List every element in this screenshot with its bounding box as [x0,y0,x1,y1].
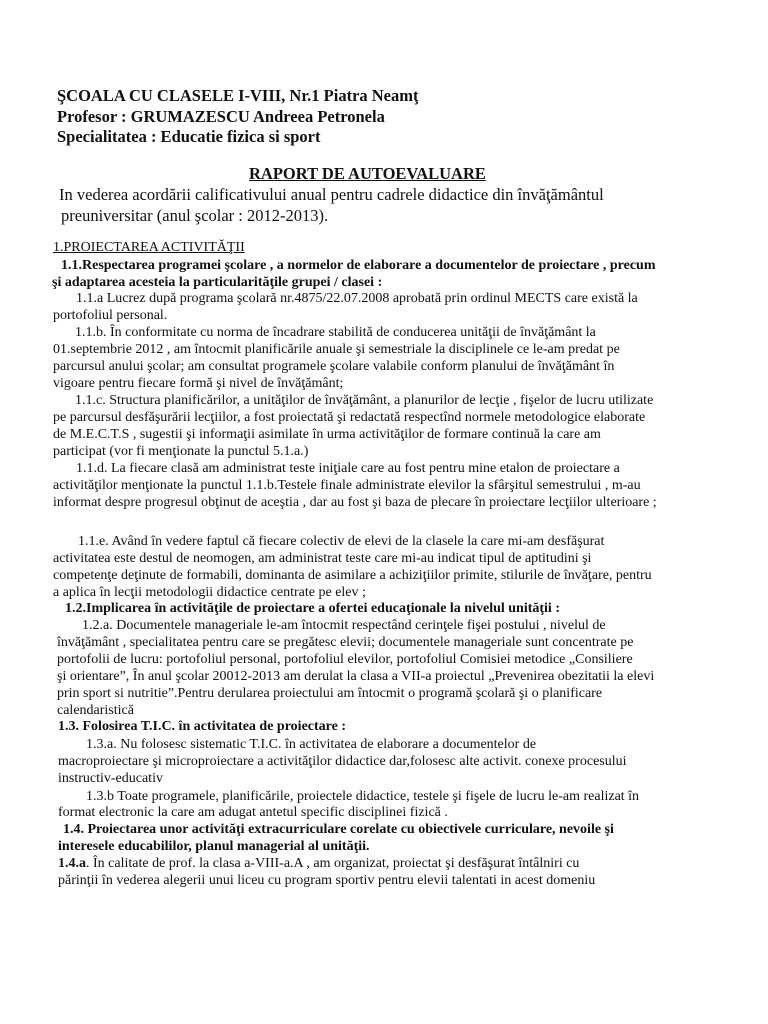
intro-line-1: In vederea acordării calificativului anual pentru cadrele didactice din învăţământul [59,185,604,204]
intro-line-2: preuniversitar (anul şcolar : 2012-2013). [61,206,329,225]
paragraph-1-1-b-line-3: parcursul anului şcolar; am consultat programele şcolare valabile conform planului de învăţământ în [53,359,615,374]
specialty: Specialitatea : Educatie fizica si sport [57,127,321,146]
subsection-1-1-heading-line-1: 1.1.Respectarea programei şcolare , a normelor de elaborare a documentelor de proiectare , precum [61,258,656,273]
paragraph-1-4-a-line-2: părinţii în vederea alegerii unui liceu cu program sportiv pentru elevii talentati in acest domeniu [58,873,596,888]
paragraph-1-1-d-line-3: informat despre progresul obţinut de aceştia , dar au fost şi baza de plecare în proiectare lecţiilor ulterioare ; [53,495,657,510]
paragraph-1-3-a-line-3: instructiv-educativ [58,771,163,786]
school-name: ŞCOALA CU CLASELE I-VIII, Nr.1 Piatra Neamţ [57,86,419,105]
subsection-1-2-heading: 1.2.Implicarea în activităţile de proiectare a ofertei educaţionale la nivelul unităţii : [65,601,560,616]
paragraph-1-4-a-line-1 [58,857,579,871]
paragraph-1-4-a-label: 1.4.a [58,856,86,871]
paragraph-1-1-c-line-2: pe parcursul desfăşurării lecţiilor, a fost proiectată şi redactată respectînd normele metodologice elaborate [53,410,646,425]
paragraph-1-1-a-line-2: portofoliul personal. [53,308,168,323]
paragraph-1-1-b-line-2: 01.septembrie 2012 , am întocmit planificările anuale şi semestriale la disciplinele ce le-am predat pe [53,342,620,357]
paragraph-1-2-a-line-2: învăţământ , specialitatea pentru care se pregătesc elevii; documentele manageriale sunt concentrate pe [57,635,634,650]
paragraph-1-2-a-line-6: calendaristică [57,703,134,718]
paragraph-1-3-a-line-1: 1.3.a. Nu folosesc sistematic T.I.C. în activitatea de elaborare a documentelor de [86,737,537,752]
paragraph-1-1-e-line-3: competenţe deţinute de formabili, dominanta de asimilare a achiziţiilor primite, stilurile de învăţare, pentru [53,568,652,583]
paragraph-1-1-e-line-2: activitatea este destul de neomogen, am administrat teste care mi-au indicat tipul de aptitudini şi [53,551,592,566]
paragraph-1-1-e-line-1: 1.1.e. Având în vedere faptul că fiecare colectiv de elevi de la clasele la care mi-am desfăşurat [78,534,605,549]
paragraph-1-1-a-line-1: 1.1.a Lucrez după programa şcolară nr.4875/22.07.2008 aprobată prin ordinul MECTS care există la [76,291,638,306]
paragraph-1-2-a-line-3: portofolii de lucru: portofoliul personal, portofoliul elevilor, portofoliul Comisiei metodice „Consiliere [57,652,633,667]
subsection-1-4-heading-line-2: interesele educabililor, planul managerial al unităţii. [58,839,370,854]
report-title: RAPORT DE AUTOEVALUARE [249,164,486,183]
paragraph-1-1-d-line-1: 1.1.d. La fiecare clasă am administrat teste iniţiale care au fost pentru mine etalon de proiectare a [76,461,620,476]
paragraph-1-1-c-line-1: 1.1.c. Structura planificărilor, a unităţilor de învăţământ, a planurilor de lecţie , fişelor de lucru utilizate [75,393,654,408]
paragraph-1-1-b-line-1: 1.1.b. În conformitate cu norma de încadrare stabilită de conducerea unităţii de învăţământ la [75,325,596,340]
paragraph-1-3-b-line-1: 1.3.b Toate programele, planificările, proiectele didactice, testele şi fişele de lucru le-am realizat în [86,789,640,804]
paragraph-1-1-d-line-2: activităţilor menţionate la punctul 1.1.b.Testele finale administrate elevilor la sfârşitul semestrului , m-au [53,478,641,493]
teacher-name: Profesor : GRUMAZESCU Andreea Petronela [57,107,385,126]
paragraph-1-1-b-line-4: vigoare pentru fiecare formă şi nivel de învăţământ; [53,376,344,391]
section-heading: 1.PROIECTAREA ACTIVITĂŢII [53,240,245,255]
paragraph-1-2-a-line-5: prin sport si nutritie”.Pentru derularea proiectului am întocmit o programă şcolară şi o planificare [57,686,603,701]
paragraph-1-1-c-line-4: participat (vor fi menţionate la punctul 5.1.a.) [53,444,309,459]
paragraph-1-2-a-line-1: 1.2.a. Documentele manageriale le-am întocmit respectând cerinţele fişei postului , nivelul de [82,618,606,633]
paragraph-1-3-a-line-2: macroproiectare şi microproiectare a activităţilor didactice dar,folosesc alte activit. conexe procesului [58,754,627,769]
paragraph-1-1-c-line-3: de M.E.C.T.S , sugestii şi informaţii asimilate în urma activităţilor de formare continuă la care am [53,427,601,442]
subsection-1-4-heading-line-1: 1.4. Proiectarea unor activităţi extracurriculare corelate cu obiectivele curriculare, nevoile şi [63,822,614,837]
paragraph-1-4-a-text: . În calitate de prof. la clasa a-VIII-a.A , am organizat, proiectat şi desfăşurat întâlniri cu [86,856,580,871]
paragraph-1-1-e-line-4: a aplica în lecţii metodologii didactice centrate pe elev ; [53,585,366,600]
subsection-1-3-heading: 1.3. Folosirea T.I.C. în activitatea de proiectare : [58,719,346,734]
paragraph-1-2-a-line-4: şi orientare”, În anul şcolar 20012-2013 am derulat la clasa a VII-a proiectul „Prevenirea obezitatii la elevi [57,669,655,684]
paragraph-1-3-b-line-2: format electronic la care am adugat antetul specific disciplinei fizică . [58,805,448,820]
subsection-1-1-heading-line-2: şi adaptarea acesteia la particularităţile grupei / clasei : [52,275,383,290]
